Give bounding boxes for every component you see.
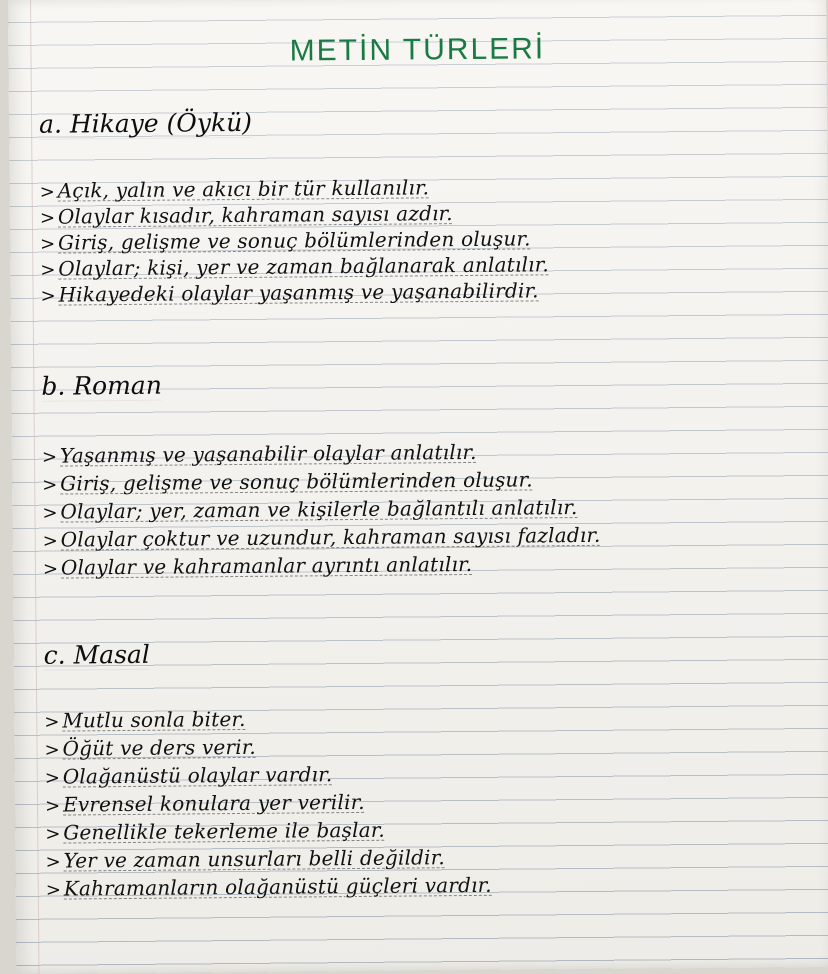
bullet-icon: > [39,181,56,203]
list-item: > Olaylar kısadır, kahraman sayısı azdır. [40,197,808,230]
bullet-icon: > [42,530,59,552]
bullet-icon: > [44,795,61,817]
list-item: > Evrensel konulara yer verilir. [45,784,813,819]
bullet-icon: > [42,474,58,496]
section-heading-roman: b. Roman [41,370,162,401]
list-item: > Öğüt ve ders verir. [44,728,812,763]
bullet-icon: > [40,285,56,307]
bullet-icon: > [42,558,59,580]
bullet-icon: > [40,259,56,281]
list-item: > Olaylar çoktur ve uzundur, kahraman sayısı fazladır. [43,519,811,554]
list-masal [44,700,814,903]
list-item: > Genellikle tekerleme ile başlar. [45,812,813,847]
list-item: > Giriş, gelişme ve sonuç bölümlerinden oluşur. [40,223,808,256]
list-item: > Olaylar ve kahramanlar ayrıntı anlatılır. [43,547,811,582]
bullet-icon: > [45,851,61,873]
bullet-icon: > [40,233,56,255]
list-item: > Mutlu sonla biter. [44,700,812,735]
bullet-icon: > [44,739,60,761]
list-item: > Açık, yalın ve akıcı bir tür kullanılır. [40,171,808,204]
list-item: > Kahramanların olağanüstü güçleri vardır. [46,868,814,903]
page-title: METİN TÜRLERİ [289,32,546,68]
bullet-icon: > [44,711,60,733]
bullet-icon: > [41,446,58,468]
section-heading-masal: c. Masal [43,639,150,670]
bullet-icon: > [45,879,62,901]
list-item: > Olaylar; yer, zaman ve kişilerle bağlantılı anlatılır. [42,491,810,526]
list-item: > Yer ve zaman unsurları belli değildir. [45,840,813,875]
bullet-icon: > [39,207,56,229]
list-hikaye [40,171,809,308]
list-item: > Hikayedeki olaylar yaşanmış ve yaşanabilirdir. [40,275,808,308]
bullet-icon: > [44,767,61,789]
section-heading-hikaye: a. Hikaye (Öykü) [38,107,253,139]
list-item: > Olaylar; kişi, yer ve zaman bağlanarak anlatılır. [40,249,808,282]
list-roman [42,435,811,582]
margin-line [30,0,39,974]
list-item: > Olağanüstü olaylar vardır. [45,756,813,791]
list-item: > Giriş, gelişme ve sonuç bölümlerinden oluşur. [42,463,810,498]
notebook-page [8,0,828,974]
bullet-icon: > [45,823,61,845]
bullet-icon: > [42,502,58,524]
list-item: > Yaşanmış ve yaşanabilir olaylar anlatılır. [42,435,810,470]
